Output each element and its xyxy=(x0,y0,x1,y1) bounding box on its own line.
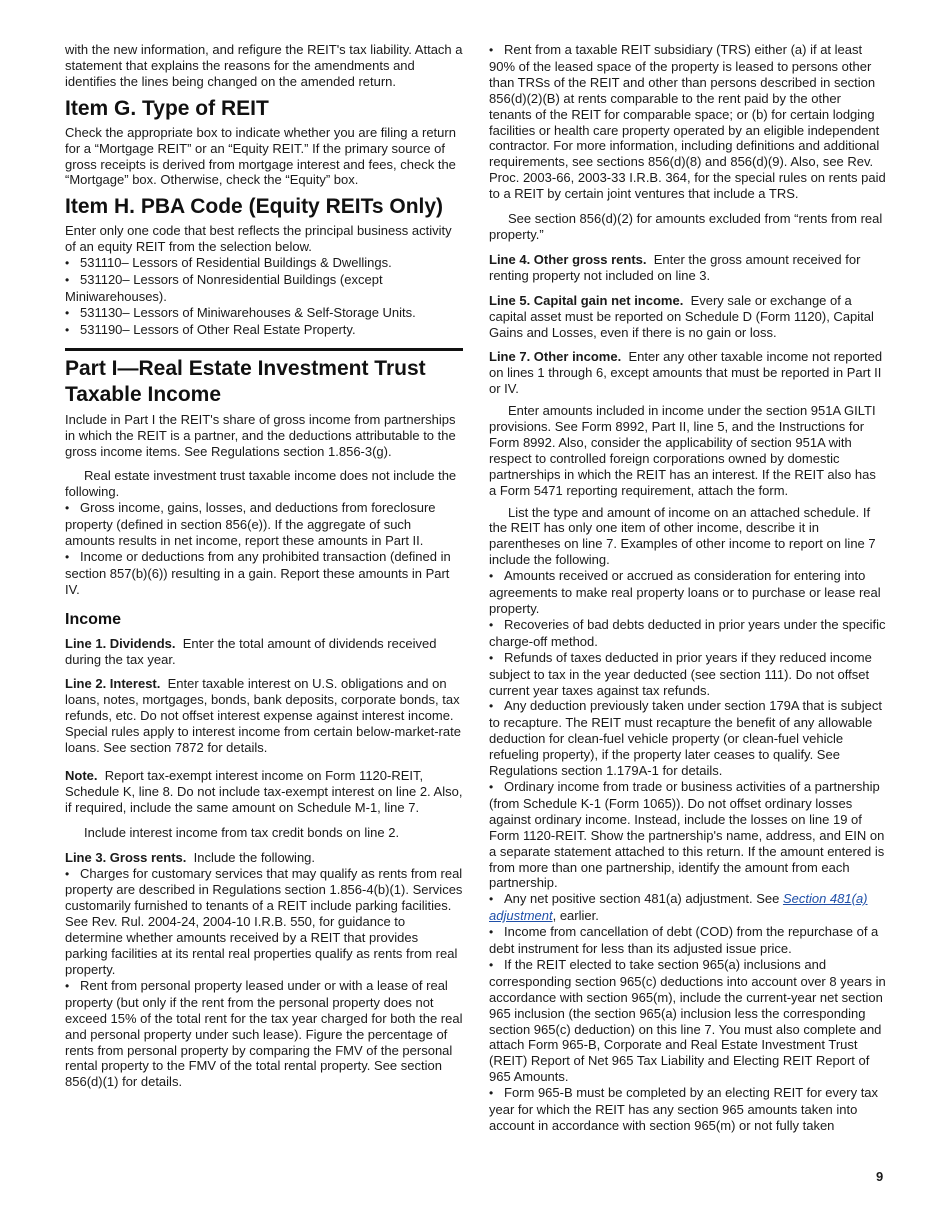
line-5-text: Every sale or exchange of a capital asset must be reported on Schedule D (Form 1120), Capital Gains and Losses, even if there is no gain or loss. xyxy=(489,292,874,340)
exclusion-item: • Income or deductions from any prohibited transaction (defined in section 857(b)(6)) resulting in a gain. Report these amounts in Part IV. xyxy=(65,549,463,598)
line-1-text: Enter the total amount of dividends received during the tax year. xyxy=(65,635,437,667)
pba-code-item: • 531130– Lessors of Miniwarehouses & Self-Storage Units. xyxy=(65,305,463,322)
other-income-item: • Amounts received or accrued as consideration for entering into agreements to make real property loans or to purchase or lease real property. xyxy=(489,568,886,617)
line-3-text: Include the following. xyxy=(193,849,316,865)
other-income-item: • Ordinary income from trade or business activities of a partnership (from Schedule K-1 (Form 1065)). Do not offset ordinary losses against ordinary income. Instead, include the losses on line 19 of Form 1120-REIT. Show the partnership's name, address, and EIN on a separate statement attached to this return. If the amount entered is from more than one partnership, identify the amount from each partnership. xyxy=(489,779,886,891)
trs-rent-item: • Rent from a taxable REIT subsidiary (TRS) either (a) if at least 90% of the leased space of the property is leased to persons other than TRSs of the REIT and other than persons described in section 856(d)(2)(B) at rents comparable to the rent paid by the other tenants of the REIT for comparable space; or (b) for certain lodging facilities or health care property operated by an eligible independent contractor. For more information, including definitions and additional requirements, see sections 856(d)(8) and 856(d)(9). Also, see Rev. Proc. 2003-66, 2003-33 I.R.B. 364, for the special rules on rents paid to a REIT by certain joint ventures that include a TRS. xyxy=(489,42,886,202)
item-h-heading: Item H. PBA Code (Equity REITs Only) xyxy=(65,195,444,219)
line-4-paragraph xyxy=(489,252,886,284)
note-text: Report tax-exempt interest income on Form 1120-REIT, Schedule K, line 8. Do not include tax-exempt interest on line 2. Also, if required, include the same amount on Schedule M-1, line 7. xyxy=(65,768,463,815)
part-1-heading: Part I—Real Estate Investment Trust Taxable Income xyxy=(65,356,426,406)
other-income-intro: List the type and amount of income on an attached schedule. If the REIT has only one item of other income, describe it in parentheses on line 7. Examples of other income to report on line 7 include the following. xyxy=(489,504,876,568)
note-paragraph xyxy=(65,768,463,816)
line-7-paragraph xyxy=(489,349,886,397)
other-income-item: • Recoveries of bad debts deducted in prior years under the specific charge-off method. xyxy=(489,617,886,650)
part-1-paragraph: Include in Part I the REIT's share of gross income from partnerships in which the REIT is a partner, and the deductions attributable to the gross income items. See Regulations section 1.856-3(g). xyxy=(65,411,456,459)
right-column xyxy=(489,42,886,1134)
other-income-item: • Any deduction previously taken under section 179A that is subject to recapture. The REIT must recapture the benefit of any allowable deduction for clean-fuel vehicle property (or clean-fuel vehicle refueling property), if the property later ceases to qualify. See Regulations section 1.179A-1 for details. xyxy=(489,698,886,779)
item-g-text: Check the appropriate box to indicate whether you are filing a return for a “Mortgage REIT” or an “Equity REIT.” If the primary source of gross receipts is derived from mortgage interest and fees, check the “Mortgage” box. Otherwise, check the “Equity” box. xyxy=(65,124,456,188)
line-1-paragraph xyxy=(65,636,463,668)
gross-rents-item: • Rent from personal property leased under or with a lease of real property (but only if the rent from the personal property does not exceed 15% of the total rent for the tax year charged for both the real and personal property under such lease). Figure the percentage of rents from personal property by comparing the FMV of the personal rental property to the FMV of the total rental property. See section 856(d)(1) for details. xyxy=(65,978,463,1090)
exclusion-item: • Gross income, gains, losses, and deductions from foreclosure property (defined in section 856(e)). If the aggregate of such amounts results in net income, report these amounts in Part II. xyxy=(65,500,463,549)
line-4-label: Line 4. Other gross rents. xyxy=(489,251,647,267)
intro-paragraph: with the new information, and refigure the REIT's tax liability. Attach a statement that explains the reasons for the amendments and identifies the lines being changed on the amended return. xyxy=(65,42,463,89)
pba-code-item: • 531190– Lessors of Other Real Estate Property. xyxy=(65,322,463,339)
line-2-label: Line 2. Interest. xyxy=(65,676,161,692)
line-7-label: Line 7. Other income. xyxy=(489,349,622,365)
line-3-paragraph xyxy=(65,850,463,866)
income-heading: Income xyxy=(65,610,122,628)
other-income-item xyxy=(489,891,886,924)
line-1-label: Line 1. Dividends. xyxy=(65,635,176,651)
line-3-label: Line 3. Gross rents. xyxy=(65,849,187,865)
line-2-paragraph xyxy=(65,676,463,756)
section-481a-link[interactable]: Section 481(a) adjustment xyxy=(489,891,868,924)
excluded-rents-paragraph: See section 856(d)(2) for amounts excluded from “rents from real property.” xyxy=(489,211,883,242)
part-1-exclusions-intro: Real estate investment trust taxable income does not include the following. xyxy=(65,468,457,500)
page-number: 9 xyxy=(876,1169,884,1184)
other-income-item: • If the REIT elected to take section 965(a) inclusions and corresponding section 965(c) deductions into account over 8 years in accordance with section 965(m), include the current-year net section 965 inclusion (the section 965(a) inclusion less the corresponding section 965(c) deduction) on this line 7. You must also complete and attach Form 965-B, Corporate and Real Estate Investment Trust (REIT) Report of Net 965 Tax Liability and Electing REIT Report of 965 Amounts. xyxy=(489,957,886,1085)
gilti-paragraph: Enter amounts included in income under the section 951A GILTI provisions. See Form 8992, Part II, line 5, and the Instructions for Form 8992. Also, consider the applicability of section 951A with respect to controlled foreign corporations owned by domestic partnerships in which the REIT has an interest. If the REIT also has a Form 5471 reporting requirement, attach the form. xyxy=(489,403,876,498)
gross-rents-item: • Charges for customary services that may qualify as rents from real property are described in Regulations section 1.856-4(b)(1). Services customarily furnished to tenants of a REIT include parking facilities. See Rev. Rul. 2004-24, 2004-10 I.R.B. 550, for guidance to determine whether amounts received by a REIT that provides parking facilities at its rental real properties qualify as rents from real property. xyxy=(65,866,463,978)
adjustment-suffix: , earlier. xyxy=(552,908,599,924)
pba-code-item: • 531120– Lessors of Nonresidential Buildings (except Miniwarehouses). xyxy=(65,272,463,305)
section-divider xyxy=(65,348,463,351)
line-4-text: Enter the gross amount received for renting property not included on line 3. xyxy=(489,251,861,283)
pba-code-item: • 531110– Lessors of Residential Buildings & Dwellings. xyxy=(65,255,463,272)
credit-bonds-paragraph: Include interest income from tax credit bonds on line 2. xyxy=(84,824,400,840)
other-income-item: • Refunds of taxes deducted in prior years if they reduced income subject to tax in the year deducted (see section 111). Do not offset current year taxes against tax refunds. xyxy=(489,650,886,699)
line-5-paragraph xyxy=(489,293,886,341)
line-2-text: Enter taxable interest on U.S. obligations and on loans, notes, mortgages, bonds, bank deposits, corporate bonds, tax refunds, etc. Do not offset interest expense against interest income. Special rules apply to interest income from certain below-market-rate loans. See section 7872 for details. xyxy=(65,676,461,756)
other-income-item: • Income from cancellation of debt (COD) from the repurchase of a debt instrument for less than its adjusted issue price. xyxy=(489,924,886,957)
note-label: Note. xyxy=(65,768,98,783)
other-income-item: • Form 965-B must be completed by an electing REIT for every tax year for which the REIT has any section 965 amounts taken into account in accordance with section 965(m) or not fully taken xyxy=(489,1085,886,1134)
line-5-label: Line 5. Capital gain net income. xyxy=(489,292,684,308)
line-7-text: Enter any other taxable income not reported on lines 1 through 6, except amounts that must be reported in Part II or IV. xyxy=(489,349,883,397)
left-column xyxy=(65,42,463,1090)
adjustment-text: Any net positive section 481(a) adjustment. See xyxy=(504,891,780,907)
item-h-text: Enter only one code that best reflects the principal business activity of an equity REIT from the selection below. xyxy=(65,223,452,255)
item-g-heading: Item G. Type of REIT xyxy=(65,96,269,120)
